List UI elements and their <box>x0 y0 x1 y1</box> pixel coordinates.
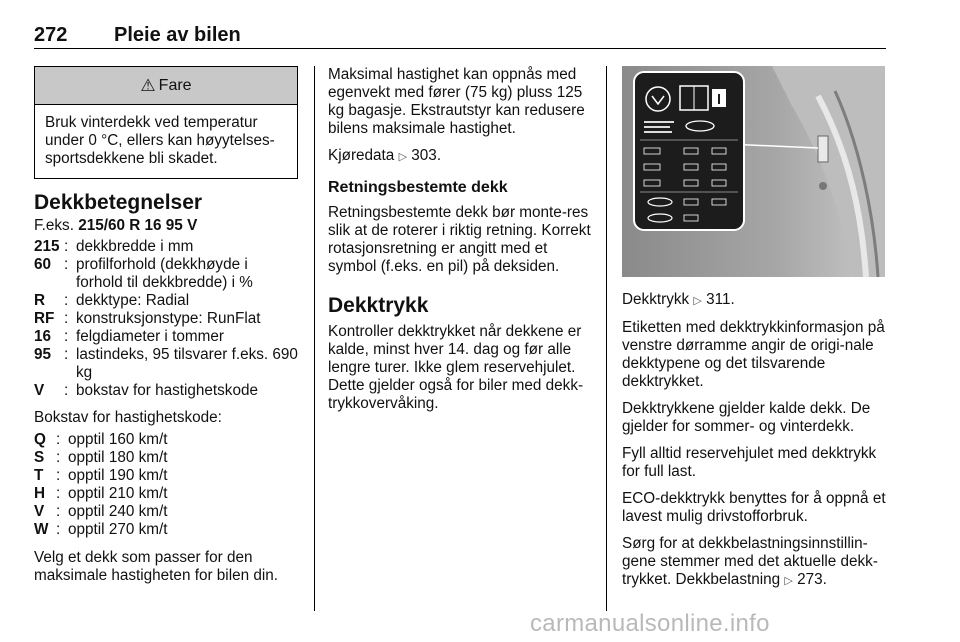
term-separator: : <box>64 382 69 399</box>
column-1 <box>34 66 298 585</box>
page-reference-arrow-icon: ▷ <box>398 151 408 163</box>
term-separator: : <box>56 521 61 538</box>
term-separator: : <box>64 328 69 345</box>
term-separator: : <box>64 346 69 363</box>
term-value: opptil 190 km/t <box>68 467 168 484</box>
term-value: profilforhold (dekkhøyde i forhold til dekkbredde) i % <box>76 256 253 291</box>
warning-triangle-icon: ⚠ <box>140 75 156 95</box>
closing-text: Velg et dekk som passer for den maksimale hastigheten for bilen din. <box>34 549 279 584</box>
column-divider-1 <box>314 66 315 611</box>
page-header <box>34 18 886 49</box>
max-speed-paragraph: Maksimal hastighet kan oppnås med egenvekt med fører (75 kg) pluss 125 kg bagasje. Ekstrautstyr kan redusere bilens maksimale hastighet. <box>328 66 585 137</box>
term-value: opptil 210 km/t <box>68 485 168 502</box>
term-value: opptil 180 km/t <box>68 449 168 466</box>
term-separator: : <box>56 431 61 448</box>
reference-page: 311. <box>706 291 735 308</box>
pressure-paragraph: Kontroller dekktrykket når dekkene er kalde, minst hver 14. dag og før alle lengre turer. Ikke glem reservehjulet. Dette gjelder også for biler med dekk-trykkovervåking. <box>328 323 584 412</box>
reference-page: 303. <box>411 147 442 164</box>
warning-text: Bruk vinterdekk ved temperatur under 0 °C, ellers kan høyytelses-sportsdekkene bli skadet. <box>45 114 275 167</box>
term-key: S <box>34 449 45 466</box>
term-value: opptil 160 km/t <box>68 431 168 448</box>
term-separator: : <box>64 238 69 255</box>
term-value: dekktype: Radial <box>76 292 190 309</box>
term-key: Q <box>34 431 46 448</box>
term-separator: : <box>56 503 61 520</box>
page-title: Pleie av bilen <box>114 24 241 46</box>
term-value: opptil 270 km/t <box>68 521 168 538</box>
term-separator: : <box>56 485 61 502</box>
example-value: 215/60 R 16 95 V <box>78 217 198 234</box>
cold-tyres-paragraph: Dekktrykkene gjelder kalde dekk. De gjelder for sommer- og vinterdekk. <box>622 400 871 435</box>
spare-wheel-paragraph: Fyll alltid reservehjulet med dekktrykk for full last. <box>622 445 877 480</box>
term-value: bokstav for hastighetskode <box>76 382 258 399</box>
column-2 <box>328 66 594 422</box>
term-key: V <box>34 503 45 520</box>
term-key: W <box>34 521 49 538</box>
term-separator: : <box>56 467 61 484</box>
reference-text: Kjøredata <box>328 147 395 164</box>
reference-driving-data <box>328 147 594 166</box>
section-heading-directional: Retningsbestemte dekk <box>328 179 508 196</box>
term-separator: : <box>64 256 69 273</box>
example-prefix: F.eks. <box>34 217 74 234</box>
speed-code-list <box>34 431 298 539</box>
term-key: H <box>34 485 46 502</box>
term-value: konstruksjonstype: RunFlat <box>76 310 261 327</box>
term-value: opptil 240 km/t <box>68 503 168 520</box>
column-divider-2 <box>606 66 607 611</box>
reference-tyre-pressure <box>622 291 888 310</box>
eco-paragraph: ECO-dekktrykk benyttes for å oppnå et lavest mulig drivstofforbruk. <box>622 490 886 525</box>
term-key: 60 <box>34 256 52 273</box>
reference-page: 273. <box>797 571 827 588</box>
term-key: 215 <box>34 238 60 255</box>
term-value: dekkbredde i mm <box>76 238 194 255</box>
column-3 <box>622 291 888 599</box>
designation-list <box>34 238 298 400</box>
term-key: V <box>34 382 45 399</box>
load-setting-text: Sørg for at dekkbelastningsinnstillin-gene stemmer med det aktuelle dekk-trykket. <box>622 535 878 588</box>
directional-paragraph: Retningsbestemte dekk bør monte-res slik at de roterer i riktig retning. Korrekt rotasjonsretning er angitt med et symbol (f.eks. en pil) på deksiden. <box>328 204 591 275</box>
page-number: 272 <box>34 24 68 46</box>
warning-header <box>35 67 297 105</box>
label-paragraph: Etiketten med dekktrykkinformasjon på venstre dørramme angir de origi-nale dekktypene og det tilsvarende dekktrykket. <box>622 319 885 390</box>
section-heading-pressure: Dekktrykk <box>328 294 429 317</box>
watermark: carmanualsonline.info <box>530 610 770 637</box>
load-setting-paragraph <box>622 535 888 590</box>
tyre-label-illustration <box>622 66 885 277</box>
example-line <box>34 217 298 235</box>
reference-text: Dekktrykk <box>622 291 690 308</box>
speed-intro: Bokstav for hastighetskode: <box>34 409 222 426</box>
term-value: lastindeks, 95 tilsvarer f.eks. 690 kg <box>76 346 298 381</box>
term-key: T <box>34 467 44 484</box>
term-key: R <box>34 292 46 309</box>
page-reference-arrow-icon: ▷ <box>693 295 702 307</box>
term-separator: : <box>64 292 69 309</box>
term-value: felgdiameter i tommer <box>76 328 224 345</box>
section-heading-designations: Dekkbetegnelser <box>34 191 203 214</box>
warning-heading: Fare <box>158 76 192 94</box>
term-separator: : <box>56 449 61 466</box>
page-reference-arrow-icon: ▷ <box>784 575 793 587</box>
reference-text: Dekkbelastning <box>675 571 781 588</box>
term-key: RF <box>34 310 55 327</box>
warning-box <box>34 66 298 179</box>
term-key: 95 <box>34 346 52 363</box>
term-key: 16 <box>34 328 52 345</box>
term-separator: : <box>64 310 69 327</box>
